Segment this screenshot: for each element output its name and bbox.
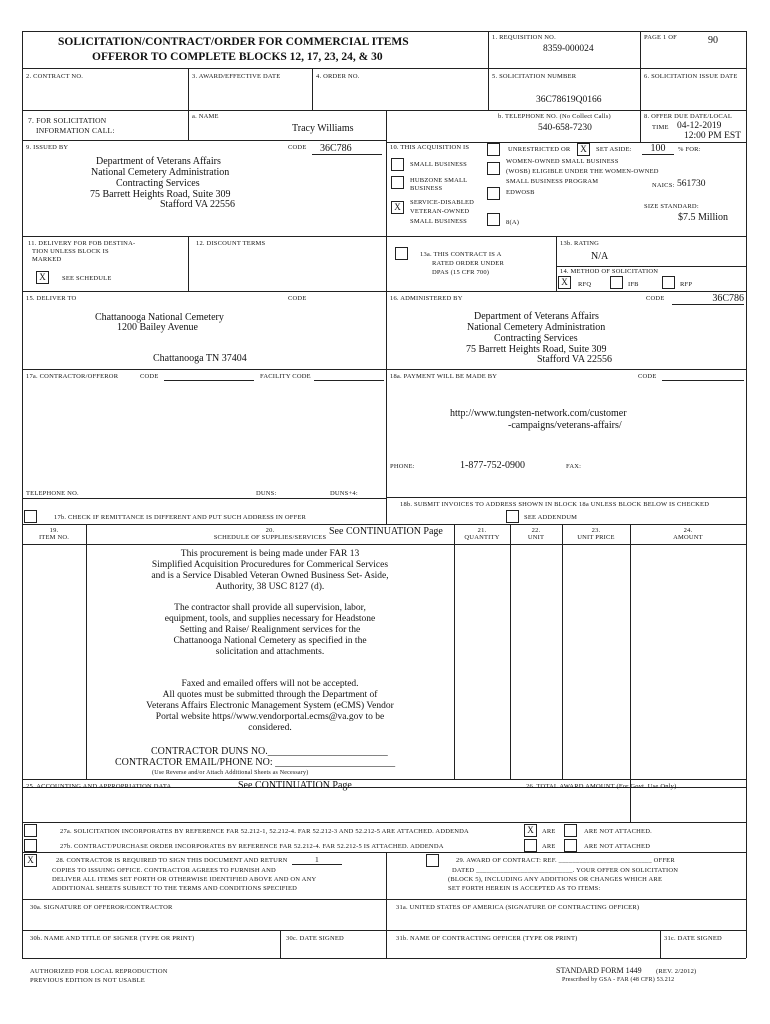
total-award-label: 26. TOTAL AWARD AMOUNT (For Govt. Use Only)	[526, 783, 677, 790]
administered-by-code-label: CODE	[646, 295, 665, 302]
rule	[556, 266, 746, 267]
ifb-label: IFB	[628, 281, 639, 288]
rfp-label: RFP	[680, 281, 693, 288]
col-unit-header	[510, 527, 562, 541]
para-3-line-4: Portal website https//www.vendorportal.ecms@va.gov to be	[155, 712, 385, 722]
rule	[22, 140, 386, 141]
footer-form-name: STANDARD FORM 1449	[556, 966, 642, 975]
deliver-to-line-1: Chattanooga National Cemetery	[95, 312, 224, 323]
wosb-label: WOMEN-OWNED SMALL BUSINESS	[506, 158, 619, 165]
clause-27a-are-checkbox[interactable]: X	[524, 824, 537, 837]
contractor-label: 17a. CONTRACTOR/OFFEROR	[26, 373, 119, 380]
telephone-label: b. TELEPHONE NO. (No Collect Calls)	[498, 113, 611, 120]
administered-by-line-3: Contracting Services	[494, 333, 578, 344]
remittance-label: 17b. CHECK IF REMITTANCE IS DIFFERENT AND PUT SUCH ADDRESS IN OFFER	[54, 514, 307, 521]
rule	[22, 779, 746, 780]
award-date-label: 3. AWARD/EFFECTIVE DATE	[192, 73, 281, 80]
col-19-num: 19.	[49, 527, 59, 534]
rfq-label: RFQ	[578, 281, 592, 288]
reverse-note: (Use Reverse and/or Attach Additional Sheets as Necessary)	[152, 770, 309, 776]
method-label: 14. METHOD OF SOLICITATION	[560, 268, 659, 275]
payment-fax-label: FAX:	[566, 463, 582, 470]
col-quantity-header	[454, 527, 510, 541]
rule	[22, 31, 23, 958]
contractor-code-field[interactable]	[164, 370, 254, 381]
see-schedule-label: SEE SCHEDULE	[62, 275, 112, 282]
page-label: PAGE 1 OF	[644, 34, 677, 41]
rule	[22, 236, 746, 237]
para-1-line-2: Simplified Acquisition Procuredures for Commerical Services	[151, 560, 389, 570]
col-19-text: ITEM NO.	[38, 534, 70, 541]
rated-order-label-3: DPAS (15 CFR 700)	[432, 269, 490, 276]
payment-phone-value: 1-877-752-0900	[460, 460, 525, 471]
rule	[640, 31, 641, 110]
footer-reproduction: AUTHORIZED FOR LOCAL REPRODUCTION	[30, 968, 168, 975]
clause-27a-are-not: ARE NOT ATTACHED.	[584, 828, 652, 835]
payment-code-field[interactable]	[662, 370, 744, 381]
col-20-num: 20.	[265, 527, 275, 534]
rule	[22, 544, 746, 545]
clause-27b-are-not: ARE NOT ATTACHED	[584, 843, 651, 850]
rule	[22, 822, 746, 823]
clause-27b-are-not-checkbox[interactable]	[564, 839, 577, 852]
rated-order-label: 13a. THIS CONTRACT IS A	[420, 251, 502, 258]
col-23-text: UNIT PRICE	[577, 534, 615, 541]
rule	[312, 68, 313, 110]
rule	[640, 110, 641, 142]
payment-url-1[interactable]: http://www.tungsten-network.com/customer	[450, 408, 627, 419]
signer-name-label: 30b. NAME AND TITLE OF SIGNER (TYPE OR PRINT)	[30, 935, 195, 942]
rule	[386, 852, 387, 958]
unrestricted-checkbox[interactable]	[487, 143, 500, 156]
naics-value: 561730	[677, 179, 706, 189]
delivery-label: 11. DELIVERY FOR FOB DESTINA-	[28, 240, 136, 247]
issued-by-line-3: Contracting Services	[116, 178, 200, 189]
contractor-email-line: CONTRACTOR EMAIL/PHONE NO: ________________________	[115, 757, 396, 768]
para-2-line-5: solicitation and attachments.	[215, 647, 325, 657]
form-title: SOLICITATION/CONTRACT/ORDER FOR COMMERCIAL ITEMS	[58, 36, 409, 48]
clause-27a-are: ARE	[542, 828, 556, 835]
clause-28-checkbox[interactable]: X	[24, 854, 37, 867]
info-call-label-2: INFORMATION CALL:	[36, 126, 115, 135]
col-23-num: 23.	[591, 527, 601, 534]
rfq-checkbox[interactable]: X	[558, 276, 571, 289]
footer-previous-edition: PREVIOUS EDITION IS NOT USABLE	[30, 977, 145, 984]
unrestricted-label: UNRESTRICTED OR	[508, 146, 571, 153]
rule	[556, 236, 557, 291]
deliver-to-line-2: 1200 Bailey Avenue	[117, 322, 198, 333]
rule	[22, 899, 746, 900]
para-1-line-3: and is a Service Disabled Veteran Owned Business Set- Aside,	[151, 571, 389, 581]
col-amount-header	[630, 527, 746, 541]
clause-27b-are: ARE	[542, 843, 556, 850]
rule	[22, 31, 746, 32]
submit-invoices-label: 18b. SUBMIT INVOICES TO ADDRESS SHOWN IN BLOCK 18a UNLESS BLOCK BELOW IS CHECKED	[400, 501, 710, 508]
footer-prescribed: Prescribed by GSA - FAR (48 CFR) 53.212	[562, 977, 675, 983]
remittance-checkbox[interactable]	[24, 510, 37, 523]
issued-by-line-5: Stafford VA 22556	[160, 199, 236, 210]
rule	[22, 524, 746, 525]
telephone-no-label: TELEPHONE NO.	[26, 490, 79, 497]
payment-code-label: CODE	[638, 373, 657, 380]
sdvosb-checkbox[interactable]: X	[391, 201, 404, 214]
name-value: Tracy Williams	[292, 123, 354, 134]
telephone-value: 540-658-7230	[538, 123, 592, 133]
wosb-checkbox[interactable]	[487, 162, 500, 175]
edwosb-checkbox[interactable]	[487, 187, 500, 200]
administered-by-line-2: National Cemetery Administration	[467, 322, 606, 333]
clause-27b-text: 27b. CONTRACT/PURCHASE ORDER INCORPORATES BY REFERENCE FAR 52.212-4. FAR 52.212-5 IS ATTACHED. ADDENDA	[60, 843, 444, 850]
footer-revision: (REV. 2/2012)	[656, 968, 697, 975]
schedule-see-continuation: See CONTINUATION Page	[329, 526, 443, 537]
sdvosb-label-2: VETERAN-OWNED	[410, 208, 470, 215]
deliver-to-city: Chattanooga TN 37404	[153, 353, 247, 364]
para-1-line-4: Authority, 38 USC 8127 (d).	[215, 582, 325, 592]
rule	[22, 110, 746, 111]
administered-by-code: 36C786	[672, 293, 744, 305]
para-2-line-1: The contractor shall provide all supervision, labor,	[174, 603, 366, 613]
para-1-line-1: This procurement is being made under FAR 13	[180, 549, 360, 559]
wosb-label-2: (WOSB) ELIGIBLE UNDER THE WOMEN-OWNED	[506, 168, 659, 175]
rule	[188, 68, 189, 140]
issue-date-label: 6. SOLICITATION ISSUE DATE	[644, 73, 738, 80]
issued-by-line-1: Department of Veterans Affairs	[96, 156, 221, 167]
col-22-text: UNIT	[527, 534, 545, 541]
acquisition-label: 10. THIS ACQUISITION IS	[390, 144, 470, 151]
clause-28-line-4: ADDITIONAL SHEETS SUBJECT TO THE TERMS AND CONDITIONS SPECIFIED	[52, 885, 298, 892]
clause-27a-are-not-checkbox[interactable]	[564, 824, 577, 837]
para-2-line-3: Setting and Raise/ Realignment services for the	[179, 625, 361, 635]
col-unit-price-header	[562, 527, 630, 541]
rule	[280, 930, 281, 958]
rule	[454, 524, 455, 779]
solicitation-number-label: 5. SOLICITATION NUMBER	[492, 73, 577, 80]
rule	[22, 498, 386, 499]
col-21-num: 21.	[477, 527, 487, 534]
rule	[22, 930, 746, 931]
para-3-line-1: Faxed and emailed offers will not be accepted.	[181, 679, 359, 689]
officer-name-label: 31b. NAME OF CONTRACTING OFFICER (TYPE OR PRINT)	[396, 935, 578, 942]
payment-label: 18a. PAYMENT WILL BE MADE BY	[390, 373, 498, 380]
rule	[22, 958, 746, 959]
clause-27a-checkbox[interactable]	[24, 824, 37, 837]
wosb-label-3: SMALL BUSINESS PROGRAM	[506, 178, 599, 185]
duns4-label: DUNS+4:	[330, 490, 358, 497]
info-call-label: 7. FOR SOLICITATION	[28, 116, 107, 125]
clause-28-copies: 1	[292, 855, 342, 865]
offer-due-label: 8. OFFER DUE DATE/LOCAL	[644, 113, 733, 120]
clause-29-line-2: DATED ____________________________. YOUR OFFER ON SOLICITATION	[452, 867, 679, 874]
accounting-see-continuation: See CONTINUATION Page	[238, 780, 352, 791]
see-addendum-checkbox[interactable]	[506, 510, 519, 523]
set-aside-percent: 100	[642, 143, 674, 155]
name-label: a. NAME	[192, 113, 219, 120]
administered-by-line-1: Department of Veterans Affairs	[474, 311, 599, 322]
signature-offeror-label: 30a. SIGNATURE OF OFFEROR/CONTRACTOR	[30, 904, 173, 911]
clause-28-line-1: 28. CONTRACTOR IS REQUIRED TO SIGN THIS DOCUMENT AND RETURN	[56, 857, 288, 864]
rule	[386, 497, 746, 498]
col-20-text: SCHEDULE OF SUPPLIES/SERVICES	[213, 534, 327, 541]
small-business-label: SMALL BUSINESS	[410, 161, 467, 168]
facility-code-field[interactable]	[314, 370, 384, 381]
discount-terms-label: 12. DISCOUNT TERMS	[196, 240, 266, 247]
col-item-no-header	[22, 527, 86, 541]
rating-value: N/A	[591, 251, 609, 262]
issued-by-label: 9. ISSUED BY	[26, 144, 69, 151]
rating-label: 13b. RATING	[560, 240, 600, 247]
col-22-num: 22.	[531, 527, 541, 534]
col-24-text: AMOUNT	[673, 534, 703, 541]
eight-a-label: 8(A)	[506, 219, 520, 226]
clause-27b-are-checkbox[interactable]	[524, 839, 537, 852]
requisition-value: 8359-000024	[543, 44, 594, 54]
hubzone-label: HUBZONE SMALL	[410, 177, 468, 184]
para-2-line-4: Chattanooga National Cemetery as specified in the	[173, 636, 367, 646]
percent-for-label: % FOR:	[678, 146, 701, 153]
deliver-to-code-label: CODE	[288, 295, 307, 302]
duns-label: DUNS:	[256, 490, 277, 497]
delivery-label-3: MARKED	[32, 256, 62, 263]
para-3-line-5: considered.	[248, 723, 292, 733]
time-label: TIME	[652, 124, 669, 131]
rule	[746, 31, 747, 958]
sdvosb-label: SERVICE-DISABLED	[410, 199, 475, 206]
rule	[386, 110, 387, 140]
sdvosb-label-3: SMALL BUSINESS	[410, 218, 467, 225]
form-subtitle: OFFEROR TO COMPLETE BLOCKS 12, 17, 23, 24, & 30	[92, 51, 383, 63]
administered-by-line-5: Stafford VA 22556	[537, 354, 613, 365]
clause-29-line-1: 29. AWARD OF CONTRACT: REF. ___________________________ OFFER	[456, 857, 675, 864]
rated-order-label-2: RATED ORDER UNDER	[432, 260, 505, 267]
ifb-checkbox[interactable]	[610, 276, 623, 289]
hubzone-label-2: BUSINESS	[410, 185, 443, 192]
small-business-checkbox[interactable]	[391, 158, 404, 171]
contractor-code-label: CODE	[140, 373, 159, 380]
schedule-description	[86, 549, 454, 734]
clause-28-line-2: COPIES TO ISSUING OFFICE. CONTRACTOR AGREES TO FURNISH AND	[52, 867, 276, 874]
delivery-label-2: TION UNLESS BLOCK IS	[32, 248, 109, 255]
clause-28-line-3: DELIVER ALL ITEMS SET FORTH OR OTHERWISE IDENTIFIED ABOVE AND ON ANY	[52, 876, 317, 883]
col-21-text: QUANTITY	[464, 534, 500, 541]
signature-officer-label: 31a. UNITED STATES OF AMERICA (SIGNATURE OF CONTRACTING OFFICER)	[396, 904, 640, 911]
rule	[22, 852, 746, 853]
hubzone-checkbox[interactable]	[391, 176, 404, 189]
para-3-line-2: All quotes must be submitted through the Department of	[162, 690, 378, 700]
rfp-checkbox[interactable]	[662, 276, 675, 289]
rule	[22, 369, 746, 370]
clause-27a-text: 27a. SOLICITATION INCORPORATES BY REFERENCE FAR 52.212-1, 52.212-4. FAR 52.212-3 AND 52.212-5 ARE ATTACHED. ADDENDA	[60, 828, 469, 835]
col-24-num: 24.	[683, 527, 693, 534]
rule	[22, 291, 746, 292]
deliver-to-label: 15. DELIVER TO	[26, 295, 77, 302]
requisition-label: 1. REQUISITION NO.	[492, 34, 556, 41]
rule	[488, 31, 489, 110]
contract-no-label: 2. CONTRACT NO.	[26, 73, 84, 80]
para-2-line-2: equipment, tools, and supplies necessary for Headstone	[164, 614, 376, 624]
clause-29-line-4: SET FORTH HEREIN IS ACCEPTED AS TO ITEMS:	[448, 885, 601, 892]
payment-url-2[interactable]: -campaigns/veterans-affairs/	[508, 420, 622, 431]
see-addendum-label: SEE ADDENDUM	[524, 514, 578, 521]
issued-by-line-4: 75 Barrett Heights Road, Suite 309	[90, 189, 231, 200]
issued-by-code-label: CODE	[288, 144, 307, 151]
rule	[22, 68, 746, 69]
para-3-line-3: Veterans Affairs Electronic Management System (eCMS) Vendor	[146, 701, 394, 711]
facility-code-label: FACILITY CODE	[260, 373, 311, 380]
date-signed-31c-label: 31c. DATE SIGNED	[664, 935, 722, 942]
issued-by-line-2: National Cemetery Administration	[91, 167, 230, 178]
page-total: 90	[708, 35, 718, 46]
order-no-label: 4. ORDER NO.	[316, 73, 360, 80]
rated-order-checkbox[interactable]	[395, 247, 408, 260]
solicitation-number-value: 36C78619Q0166	[536, 95, 602, 105]
edwosb-label: EDWOSB	[506, 189, 535, 196]
see-schedule-checkbox[interactable]: X	[36, 271, 49, 284]
offer-due-time: 12:00 PM EST	[684, 131, 742, 141]
contractor-duns-line: CONTRACTOR DUNS NO.________________________	[151, 746, 388, 757]
clause-29-line-3: (BLOCK 5), INCLUDING ANY ADDITIONS OR CHANGES WHICH ARE	[448, 876, 663, 883]
rule	[188, 236, 189, 291]
rule	[630, 524, 631, 822]
size-standard-value: $7.5 Million	[678, 212, 729, 223]
issued-by-code: 36C786	[312, 143, 382, 155]
offer-due-date: 04-12-2019	[677, 121, 722, 131]
administered-by-line-4: 75 Barrett Heights Road, Suite 309	[466, 344, 607, 355]
set-aside-label: SET ASIDE:	[596, 146, 632, 153]
clause-29-checkbox[interactable]	[426, 854, 439, 867]
date-signed-30c-label: 30c. DATE SIGNED	[286, 935, 344, 942]
rule	[386, 140, 387, 524]
accounting-label: 25. ACCOUNTING AND APPROPRIATION DATA	[26, 783, 172, 790]
naics-label: NAICS:	[652, 182, 675, 189]
rule	[660, 930, 661, 958]
eight-a-checkbox[interactable]	[487, 213, 500, 226]
administered-by-label: 16. ADMINISTERED BY	[390, 295, 463, 302]
set-aside-checkbox[interactable]: X	[577, 143, 590, 156]
clause-27b-checkbox[interactable]	[24, 839, 37, 852]
size-standard-label: SIZE STANDARD:	[644, 203, 699, 210]
rule	[386, 142, 746, 143]
payment-phone-label: PHONE:	[390, 463, 415, 470]
rule	[510, 524, 511, 779]
rule	[562, 524, 563, 779]
